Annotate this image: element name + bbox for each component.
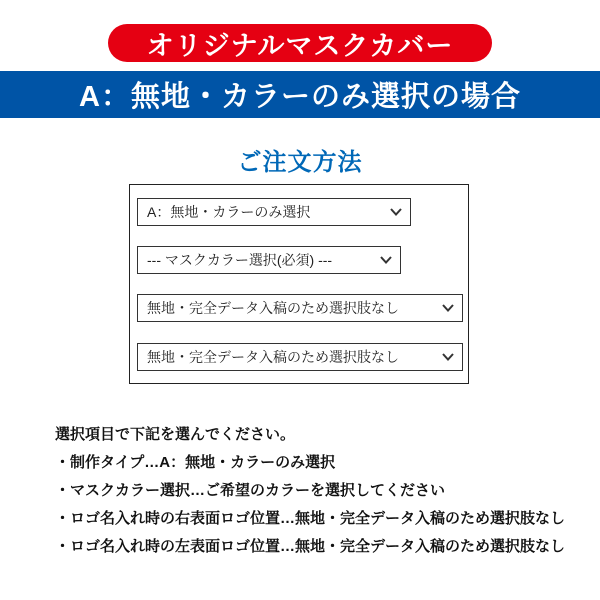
select-wrap-logo-position-left <box>137 343 463 371</box>
instructions-intro: 選択項目で下記を選んでください。 <box>55 426 296 443</box>
product-banner <box>108 24 492 62</box>
order-form-box <box>129 184 469 384</box>
select-wrap-production-type <box>137 198 411 226</box>
instruction-item: ・ロゴ名入れ時の左表面ロゴ位置…無地・完全データ入稿のため選択肢なし <box>55 538 566 555</box>
select-wrap-logo-position-right <box>137 294 463 322</box>
logo-position-right-select[interactable] <box>137 294 463 322</box>
production-type-select[interactable] <box>137 198 411 226</box>
logo-position-left-select[interactable] <box>137 343 463 371</box>
instruction-item: ・制作タイプ…A：無地・カラーのみ選択 <box>55 454 336 471</box>
section-banner <box>0 71 600 118</box>
instruction-item: ・マスクカラー選択…ご希望のカラーを選択してください <box>55 482 446 499</box>
section-banner-label: A：無地・カラーのみ選択の場合 <box>79 81 521 113</box>
product-banner-label: オリジナルマスクカバー <box>146 30 454 61</box>
mask-color-select[interactable] <box>137 246 401 274</box>
order-method-heading: ご注文方法 <box>237 149 363 176</box>
instructions-block <box>55 421 575 561</box>
select-wrap-mask-color <box>137 246 401 274</box>
instruction-item: ・ロゴ名入れ時の右表面ロゴ位置…無地・完全データ入稿のため選択肢なし <box>55 510 566 527</box>
